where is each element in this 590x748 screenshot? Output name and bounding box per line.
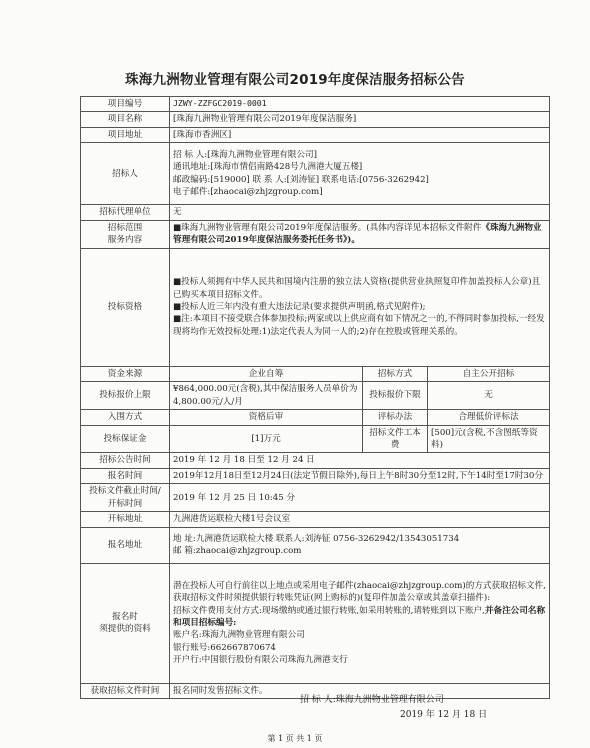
row-label: 报名地址 [81, 527, 170, 563]
docs-label: 报名时 [112, 611, 138, 622]
row-label: 项目编号 [81, 97, 170, 112]
table-row [81, 527, 550, 563]
agent-value: 无 [170, 205, 550, 220]
deposit-value: [1]万元 [170, 425, 363, 453]
row-label: 资金来源 [81, 366, 170, 381]
bank-name: 开户行:中国银行股份有限公司珠海九洲港支行 [173, 655, 348, 666]
account-number: 银行账号:662667870674 [173, 642, 276, 653]
row-label: 项目名称 [81, 112, 170, 127]
registration-docs-value [170, 563, 550, 683]
tenderer-address: 通讯地址:[珠海市情侣南路428号九洲港大厦五楼] [173, 162, 363, 173]
opening-label: 开标时间 [107, 498, 143, 509]
price-floor-value: 无 [428, 382, 550, 410]
project-address: [珠海市香洲区] [170, 127, 550, 142]
row-label: 获取招标文件时间 [81, 683, 170, 698]
project-name: [珠海九洲物业管理有限公司2019年度保洁服务] [170, 112, 550, 127]
row-label: 评标办法 [363, 410, 428, 425]
tender-method-value: 自主公开招标 [428, 366, 550, 381]
table-row [81, 425, 550, 453]
docs-item: 潜在投标人可自行前往以上地点或采用电子邮件(zhaocai@zhjzgroup.com)的方式获取招标文件,获取招标文件时须提供银行转账凭证(网上购标的)(复印件加盖公章或其盖章扫描件): [173, 580, 546, 604]
scope-text: ■珠海九洲物业管理有限公司2019年度保洁服务。(具体内容详见本招标文件附件 [173, 222, 482, 233]
table-row [81, 410, 550, 425]
row-label: 投标报价上限 [81, 382, 170, 410]
table-row [81, 143, 550, 205]
registration-address: 地 址:九洲港货运联检大楼 联系人:刘涛钲 0756-3262942/13543051734 [173, 533, 460, 544]
page-title: 珠海九洲物业管理有限公司2019年度保洁服务招标公告 [125, 72, 465, 88]
row-label: 招标公告时间 [81, 453, 170, 468]
row-label: 项目地址 [81, 127, 170, 142]
signature-date: 2019 年 12 月 18 日 [400, 710, 488, 720]
row-label: 投标报价下限 [363, 382, 428, 410]
opening-place-value: 九洲港货运联检大楼1号会议室 [170, 512, 550, 527]
deadline-value: 2019 年 12 月 25 日 10:45 分 [170, 484, 550, 512]
table-row [81, 563, 550, 683]
row-label: 入围方式 [81, 410, 170, 425]
row-label [81, 484, 170, 512]
row-label: 投标保证金 [81, 425, 170, 453]
qualification-value [170, 248, 550, 366]
signature: 招 标 人:珠海九洲物业管理有限公司 [300, 695, 444, 705]
row-label: 报名时间 [81, 468, 170, 483]
table-row [81, 220, 550, 248]
scope-text-bold: 《珠海九洲物业管理有限公司2019年度保洁服务委托任务书》)。 [173, 222, 542, 246]
scope-value [170, 220, 550, 248]
table-row [81, 97, 550, 112]
project-number: JZWY-ZZFGC2019-0001 [170, 97, 550, 112]
table-row [81, 468, 550, 483]
table-row [81, 248, 550, 366]
table-row [81, 112, 550, 127]
docs-label: 须提供的资料 [99, 624, 151, 635]
row-label: 招标人 [81, 143, 170, 205]
row-label [81, 563, 170, 683]
registration-time-value: 2019年12月18日至12月24日(法定节假日除外),每日上午8时30分至12时,下午14时至17时30分 [170, 468, 550, 483]
price-cap-value: ¥864,000.00元(含税),其中保洁服务人员单价为4,800.00元/人/月 [170, 382, 363, 410]
content-label: 服务内容 [107, 235, 143, 246]
page-footer: 第 1 页 共 1 页 [267, 734, 323, 743]
tenderer-email: 电子邮件:[zhaocai@zhjzgroup.com] [173, 187, 323, 198]
row-label: 招标方式 [363, 366, 428, 381]
qualification-item: ■投标人近三年内没有重大违法记录(要求提供声明函,格式见附件); [173, 301, 426, 312]
table-row [81, 127, 550, 142]
row-label: 投标资格 [81, 248, 170, 366]
payment-text: 招标文件费用支付方式:现场缴纳或通过银行转账,如采用转账的,请转账到以下账户, [173, 605, 485, 616]
tenderer-name: 招 标 人:[珠海九洲物业管理有限公司] [173, 149, 317, 160]
tenderer-contact: 邮政编码:[519000] 联 系 人:[刘涛钲] 联系电话:[0756-3262942] [173, 174, 429, 185]
row-label: 开标地址 [81, 512, 170, 527]
document-fee-value: [500]元(含税,不含图纸等资料) [428, 425, 550, 453]
scope-label: 招标范围 [107, 222, 143, 233]
payment-text-bold: 并备注公司名称和项目招标编号: [173, 605, 546, 628]
notice-time-value: 2019 年 12 月 18 日至 12 月 24 日 [170, 453, 550, 468]
admission-value: 资格后审 [170, 410, 363, 425]
deadline-label: 投标文件截止时间/ [89, 486, 161, 497]
qualification-item: ■注:本项目不接受联合体参加投标;两家或以上供应商有如下情况之一的,不得同时参加投标,一经发现将均作无效投标处理:1)法定代表人为同一人的;2)存在控股或管理关系的。 [173, 314, 545, 337]
qualification-item: ■投标人须拥有中华人民共和国境内注册的独立法人资格(提供营业执照复印件加盖投标人公章)且已购买本项目招标文件。 [173, 277, 541, 300]
registration-address-value [170, 527, 550, 563]
table-row [81, 366, 550, 381]
table-row [81, 453, 550, 468]
account-name: 账户名:珠海九洲物业管理有限公司 [173, 630, 305, 641]
docs-item [173, 605, 546, 630]
row-label: 招标文件工本费 [363, 425, 428, 453]
document-sale-value: 报名同时发售招标文件。 [170, 683, 550, 698]
row-label [81, 220, 170, 248]
tenderer-info [170, 143, 550, 205]
tender-info-table [80, 96, 550, 699]
table-row [81, 382, 550, 410]
table-row [81, 205, 550, 220]
funds-value: 企业自筹 [170, 366, 363, 381]
evaluation-method-value: 合理低价评标法 [428, 410, 550, 425]
row-label: 招标代理单位 [81, 205, 170, 220]
registration-email: 邮 箱:zhaocai@zhjzgroup.com [173, 546, 302, 557]
table-row [81, 512, 550, 527]
table-row [81, 484, 550, 512]
